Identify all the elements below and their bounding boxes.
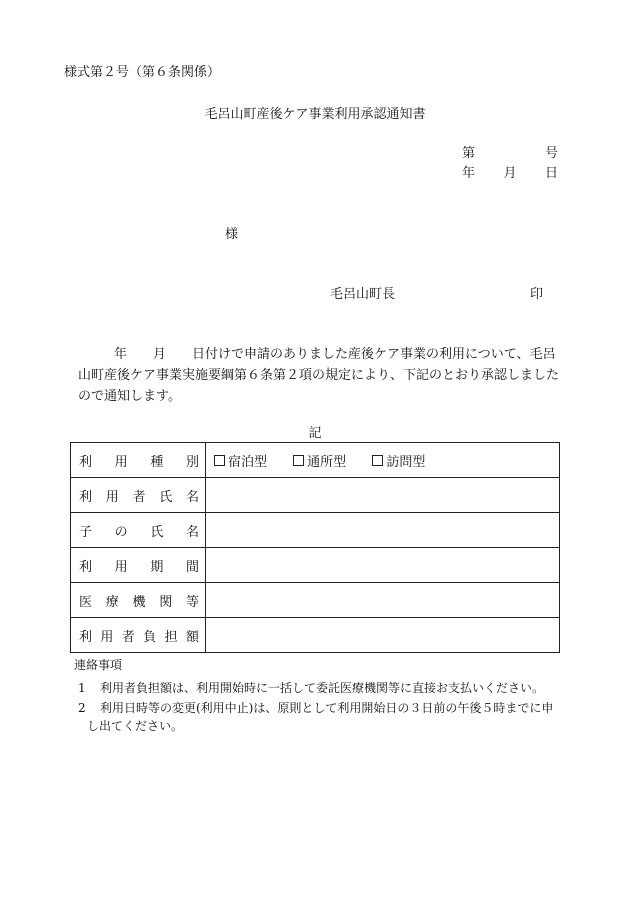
reference-gou: 号 (544, 146, 558, 161)
note-item-2-continuation: し出てください。 (87, 719, 184, 733)
user-name-field[interactable] (206, 478, 560, 513)
addressee-suffix: 様 (225, 227, 239, 242)
document-title: 毛呂山町産後ケア事業利用承認通知書 (204, 107, 426, 122)
table-row (71, 513, 560, 548)
label-char: 用 (114, 559, 128, 575)
checkbox-icon[interactable] (293, 455, 304, 466)
row-label-user-name (71, 478, 206, 513)
issue-date (462, 167, 558, 180)
label-char: 負 (143, 629, 157, 645)
user-fee-field[interactable] (206, 618, 560, 653)
row-label-user-fee (71, 618, 206, 653)
note-text: 利用日時等の変更(利用中止)は、原則として利用開始日の３日前の午後５時までに申 (100, 701, 554, 715)
sender-name: 毛呂山町長 (330, 287, 396, 302)
notification-body (78, 344, 566, 407)
label-char: 者 (121, 629, 135, 645)
label-char: 等 (185, 594, 199, 610)
ki-heading: 記 (308, 426, 322, 441)
option-daycare[interactable] (293, 451, 346, 470)
table-row (71, 548, 560, 583)
label-char: 氏 (159, 489, 173, 505)
option-label: 訪問型 (386, 454, 426, 470)
reference-dai: 第 (462, 146, 476, 161)
notes-heading: 連絡事項 (74, 658, 123, 672)
child-name-field[interactable] (206, 513, 560, 548)
label-char: 氏 (150, 524, 164, 540)
date-month: 月 (503, 166, 517, 181)
seal-mark: 印 (530, 287, 544, 302)
form-number: 様式第２号（第６条関係） (64, 65, 221, 80)
label-char: 名 (185, 524, 199, 540)
row-label-usage-type (71, 443, 206, 478)
label-char: 額 (185, 629, 199, 645)
row-label-period (71, 548, 206, 583)
option-label: 宿泊型 (228, 454, 268, 470)
row-label-facility (71, 583, 206, 618)
option-overnight[interactable] (214, 451, 267, 470)
date-year: 年 (462, 166, 476, 181)
option-label: 通所型 (307, 454, 347, 470)
body-month: 月 (153, 347, 167, 362)
reference-number (462, 147, 558, 160)
label-char: 子 (79, 524, 93, 540)
checkbox-icon[interactable] (214, 455, 225, 466)
label-char: 用 (105, 489, 119, 505)
label-char: 種 (150, 454, 164, 470)
note-item-1 (78, 682, 544, 694)
label-char: 機 (132, 594, 146, 610)
note-number: 1 (78, 681, 86, 695)
usage-type-options (206, 443, 560, 478)
label-char: 名 (185, 489, 199, 505)
label-char: 者 (132, 489, 146, 505)
label-char: 間 (185, 559, 199, 575)
label-char: 用 (114, 454, 128, 470)
note-item-2 (78, 702, 553, 714)
label-char: 担 (164, 629, 178, 645)
facility-field[interactable] (206, 583, 560, 618)
date-day: 日 (544, 166, 558, 181)
label-char: 療 (105, 594, 119, 610)
label-char: 利 (79, 454, 93, 470)
label-char: の (114, 524, 128, 540)
label-char: 期 (150, 559, 164, 575)
table-row (71, 583, 560, 618)
detail-table (70, 442, 560, 653)
note-number: 2 (78, 701, 86, 715)
option-visit[interactable] (372, 451, 425, 470)
row-label-child-name (71, 513, 206, 548)
note-text: 利用者負担額は、利用開始時に一括して委託医療機関等に直接お支払いください。 (100, 681, 545, 695)
usage-period-field[interactable] (206, 548, 560, 583)
label-char: 医 (79, 594, 93, 610)
label-char: 関 (159, 594, 173, 610)
label-char: 利 (79, 489, 93, 505)
body-year: 年 (114, 347, 128, 362)
label-char: 利 (79, 629, 93, 645)
table-row (71, 443, 560, 478)
body-text: 日付けで申請のありました産後ケア事業の利用について、毛呂山町産後ケア事業実施要綱第６条第２項の規定により、下記のとおり承認しましたので通知します。 (78, 347, 560, 404)
label-char: 別 (185, 454, 199, 470)
table-row (71, 618, 560, 653)
label-char: 用 (100, 629, 114, 645)
label-char: 利 (79, 559, 93, 575)
table-row (71, 478, 560, 513)
checkbox-icon[interactable] (372, 455, 383, 466)
